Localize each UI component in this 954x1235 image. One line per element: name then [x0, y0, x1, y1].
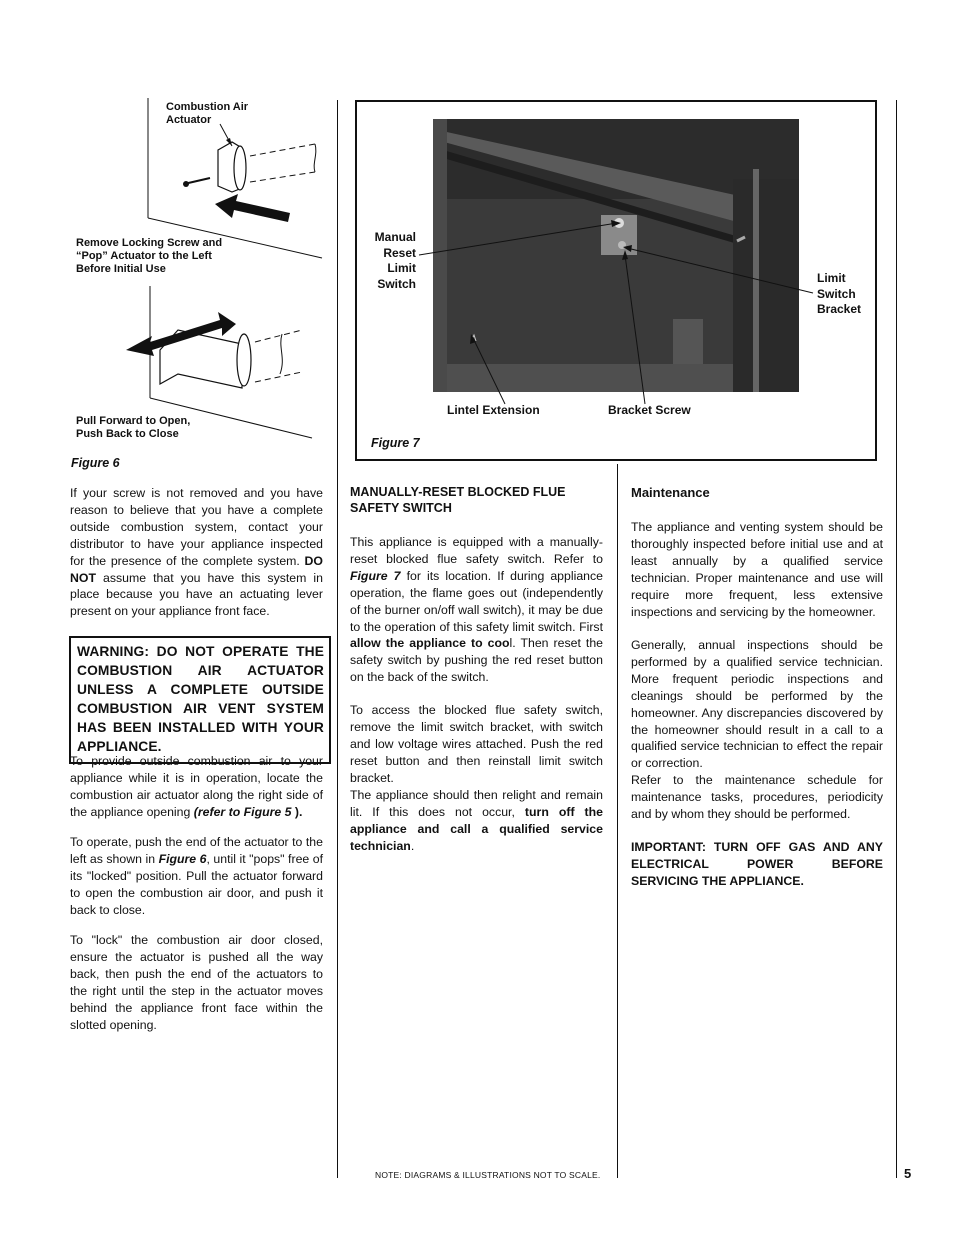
figure-6-label-remove-screw: Remove Locking Screw and “Pop” Actuator to the Left Before Initial Use: [76, 237, 223, 275]
left-p1-do-not: DO NOT: [70, 553, 323, 585]
middle-p1-figure-ref: Figure 7: [350, 568, 401, 583]
left-p1-text: If your screw is not removed and you have reason to believe that you have a complete outside combustion system, contact your distributor to have your appliance inspected for the presence of the complete system.: [70, 486, 323, 568]
left-paragraph-2: [70, 753, 323, 821]
figure-7-caption: Figure 7: [371, 436, 420, 450]
figure-7-label-screw: Bracket Screw: [608, 403, 691, 417]
left-p2-figure-ref: (refer to Figure 5: [193, 804, 292, 819]
left-p2-text: To provide outside combustion air to your appliance while it is in operation, locate the combustion air actuator along the right side of the appliance opening: [70, 754, 323, 819]
left-paragraph-1: [70, 485, 323, 620]
right-paragraph-3: Refer to the maintenance schedule for maintenance tasks, procedures, periodicity and by whom they should be performed.: [631, 773, 883, 821]
left-p2-end: ).: [294, 804, 303, 819]
right-paragraph-1: The appliance and venting system should be thoroughly inspected before initial use and at least annually by a qualified service technician. Proper maintenance and use will require more frequent, less extensive inspections and servicing by the homeowner.: [631, 520, 883, 619]
left-p1-text-2: assume that you have this system in place because you have an actuating lever present on your appliance front face.: [70, 570, 323, 619]
left-p3-text-2: , until it "pops" free of its "locked" position. Pull the actuator forward to open the combustion air door, and push it back to close.: [70, 851, 324, 917]
column-divider-outer: [896, 100, 897, 1178]
figure-7-label-bracket: Limit Switch Bracket: [817, 271, 862, 316]
figure-6-caption: Figure 6: [71, 456, 120, 470]
middle-paragraph-3: [350, 787, 603, 855]
figure-6-label-actuator: Combustion Air Actuator: [166, 101, 249, 126]
middle-p3-text: The appliance should then relight and remain lit. If this does not occur,: [350, 788, 603, 819]
left-paragraph-3: [70, 834, 323, 919]
left-p3-figure-ref: Figure 6: [158, 851, 207, 866]
middle-p3-end: .: [410, 838, 415, 853]
figure-7-label-manual-reset: Manual Reset Limit Switch: [374, 230, 416, 291]
maintenance-heading: Maintenance: [631, 485, 710, 500]
column-divider-left: [337, 100, 338, 1178]
middle-p1-text-2: for its location. If during appliance operation, the flame goes out (independently of the burner on/off wall switch), it may be due to the operation of this safety limit switch. First: [350, 568, 603, 634]
right-paragraph-2: Generally, annual inspections should be performed by a qualified service technician. More frequent periodic inspections and cleanings should be performed by the homeowner. Any discrepancies discovered by the homeowner should result in a call to a qualified service technician to effect the repair or correction.: [631, 638, 883, 771]
figure-6-label-pull: Pull Forward to Open, Push Back to Close: [76, 415, 191, 440]
scale-note: NOTE: DIAGRAMS & ILLUSTRATIONS NOT TO SCALE.: [375, 1170, 601, 1180]
warning-box: WARNING: DO NOT OPERATE THE COMBUSTION AIR ACTUATOR UNLESS A COMPLETE OUTSIDE COMBUSTION AIR VENT SYSTEM HAS BEEN INSTALLED WITH YOUR APPLIANCE.: [69, 636, 331, 764]
page-number: 5: [904, 1166, 912, 1181]
middle-p1-bold: allow the appliance to coo: [350, 636, 510, 651]
important-notice: IMPORTANT: TURN OFF GAS AND ANY ELECTRICAL POWER BEFORE SERVICING THE APPLIANCE.: [631, 840, 883, 888]
left-p3-text: To operate, push the end of the actuator to the left as shown in: [70, 835, 323, 866]
middle-p3-bold: turn off the appliance and call a qualified service technician: [350, 804, 603, 853]
left-paragraph-4: To "lock" the combustion air door closed, ensure the actuator is pushed all the way back, then push the end of the actuators to the right until the step in the actuator moves behind the appliance front face within the slotted opening.: [70, 933, 323, 1032]
middle-p1-text: This appliance is equipped with a manually-reset blocked flue safety switch. Refer to: [350, 535, 603, 566]
flue-switch-heading: MANUALLY-RESET BLOCKED FLUE SAFETY SWITCH: [350, 485, 566, 515]
column-divider-right: [617, 464, 618, 1178]
middle-p1-text-3: l. Then reset the safety switch by pushing the red reset button on the back of the switch.: [350, 636, 603, 685]
figure-7-label-lintel: Lintel Extension: [447, 403, 540, 417]
middle-paragraph-1: [350, 534, 603, 686]
middle-paragraph-2: To access the blocked flue safety switch, remove the limit switch bracket, with switch and low voltage wires attached. Push the red reset button and then reinstall limit switch bracket.: [350, 703, 603, 785]
